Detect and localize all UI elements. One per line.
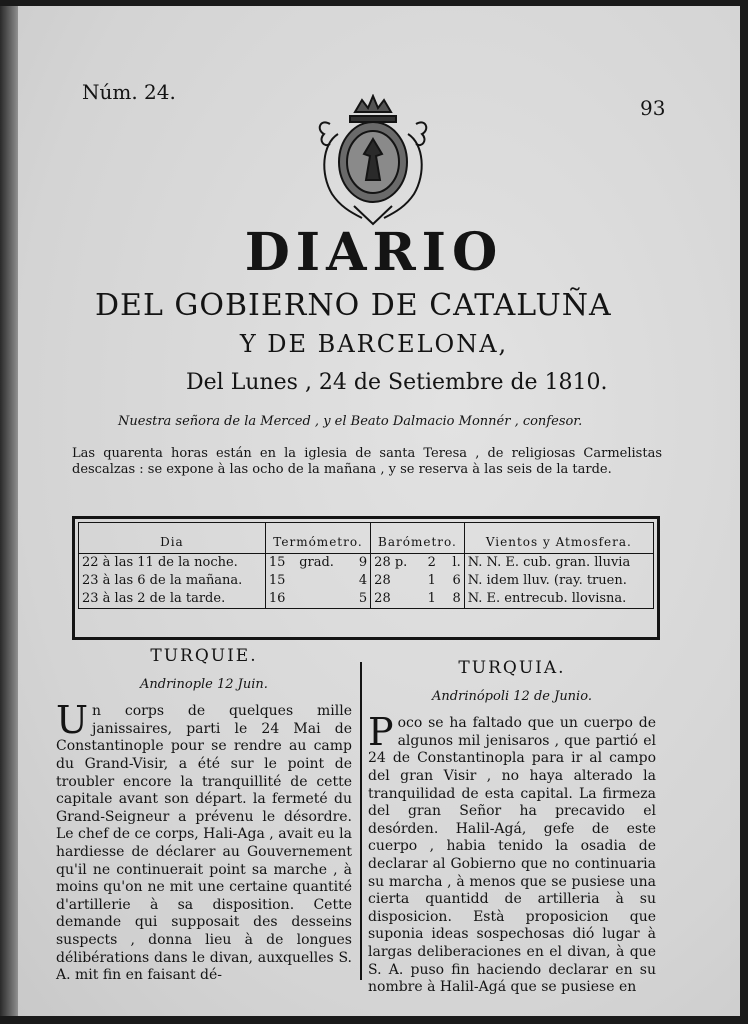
masthead-title: DIARIO bbox=[244, 222, 504, 283]
issue-number: Núm. 24. bbox=[82, 80, 176, 104]
article-dateline: Andrinople 12 Juin. bbox=[140, 676, 268, 692]
baro-cell: 28 bbox=[374, 591, 391, 606]
dia-cell: 23 à las 6 de la mañana. bbox=[79, 572, 266, 590]
page-number: 93 bbox=[640, 96, 666, 120]
baro-fraction-cell: 6 bbox=[444, 572, 464, 590]
coat-of-arms-icon bbox=[310, 94, 436, 228]
termo-fraction-cell: 9 bbox=[351, 554, 371, 573]
header-vientos: Vientos y Atmosfera. bbox=[464, 523, 653, 554]
article-heading: TURQUIA. bbox=[458, 658, 566, 678]
baro-lines-cell: 1 bbox=[427, 591, 436, 606]
article-body bbox=[368, 710, 656, 997]
vientos-cell: N. N. E. cub. gran. lluvia bbox=[467, 555, 631, 570]
article-text: oco se ha faltado que un cuerpo de algunos mil jenisaros , que partió el 24 de Constantinopla para ir al campo del gran Visir , no haya alterado la tranquilidad de esta capital. La firmeza del gran Señor ha precavido el desórden. Halil-Agá, gefe de este cuerpo , habia tenido la osadia de declarar al Gobierno que no continuaria su marcha , à menos que se pusiese una cierta quantidd de artilleria à su disposicion. Està proposicion que suponia ideas sospechosas dió lugar à largas deliberaciones en el divan, à que S. A. puso fin haciendo declarar en su nombre à Halil-Agá que se pusiese en bbox=[368, 715, 656, 996]
article-body bbox=[56, 698, 352, 985]
table-row bbox=[79, 590, 654, 609]
termo-unit-cell bbox=[296, 572, 351, 590]
termo-fraction-cell: 4 bbox=[351, 572, 371, 590]
dia-cell: 23 à las 2 de la tarde. bbox=[79, 590, 266, 609]
french-article bbox=[56, 648, 352, 985]
header-termometro: Termómetro. bbox=[265, 523, 370, 554]
baro-lines-cell: 2 bbox=[427, 555, 436, 570]
table-row bbox=[79, 572, 654, 590]
termo-cell: 15 bbox=[268, 555, 286, 570]
termo-cell: 16 bbox=[268, 591, 286, 606]
termo-cell: 15 bbox=[268, 573, 286, 588]
baro-lines-cell: 1 bbox=[427, 573, 436, 588]
drop-cap: P bbox=[368, 710, 394, 755]
header-barometro: Barómetro. bbox=[371, 523, 465, 554]
baro-cell: 28 bbox=[374, 573, 391, 588]
vientos-cell: N. idem lluv. (ray. truen. bbox=[467, 573, 627, 588]
baro-cell: 28 p. bbox=[374, 555, 408, 570]
saints-of-day: Nuestra señora de la Merced , y el Beato Dalmacio Monnér , confesor. bbox=[118, 414, 583, 429]
column-divider bbox=[360, 662, 362, 980]
termo-unit-cell: grad. bbox=[299, 555, 334, 570]
vientos-cell: N. E. entrecub. llovisna. bbox=[467, 591, 627, 606]
header-dia: Dia bbox=[79, 523, 266, 554]
article-text: n corps de quelques mille janissaires, parti le 24 Mai de Constantinople pour se rendre au camp du Grand-Visir, a été sur le point de troubler encore la tranquillité de cette capitale avant son départ. la fermeté du Grand-Seigneur a prévenu le désordre. Le chef de ce corps, Hali-Aga , avait eu la hardiesse de déclarer au Gouvernement qu'il ne continuerait point sa marche , à moins qu'on ne mit une certaine quantité d'artillerie à sa disposition. Cette demande qui supposait des desseins suspects , donna lieu à de longues délibérations dans le divan, auxquelles S. A. mit fin en faisant dé- bbox=[56, 703, 352, 984]
issue-date: Del Lunes , 24 de Setiembre de 1810. bbox=[186, 370, 608, 395]
baro-fraction-cell: l. bbox=[444, 554, 464, 573]
masthead-subtitle: DEL GOBIERNO DE CATALUÑA bbox=[95, 288, 612, 323]
baro-fraction-cell: 8 bbox=[444, 590, 464, 609]
table-row bbox=[79, 554, 654, 573]
dia-cell: 22 à las 11 de la noche. bbox=[79, 554, 266, 573]
weather-table bbox=[72, 516, 660, 640]
masthead-subtitle-city: Y DE BARCELONA, bbox=[239, 330, 509, 358]
forty-hours-notice: Las quarenta horas están en la iglesia de santa Teresa , de religiosas Carmelistas descalzas : se expone à las ocho de la mañana , y se reserva à las seis de la tarde. bbox=[72, 446, 662, 477]
drop-cap: U bbox=[56, 698, 89, 743]
termo-unit-cell bbox=[296, 590, 351, 609]
article-dateline: Andrinópoli 12 de Junio. bbox=[432, 688, 592, 704]
termo-fraction-cell: 5 bbox=[351, 590, 371, 609]
article-heading: TURQUIE. bbox=[150, 646, 258, 666]
spanish-article bbox=[368, 660, 656, 997]
